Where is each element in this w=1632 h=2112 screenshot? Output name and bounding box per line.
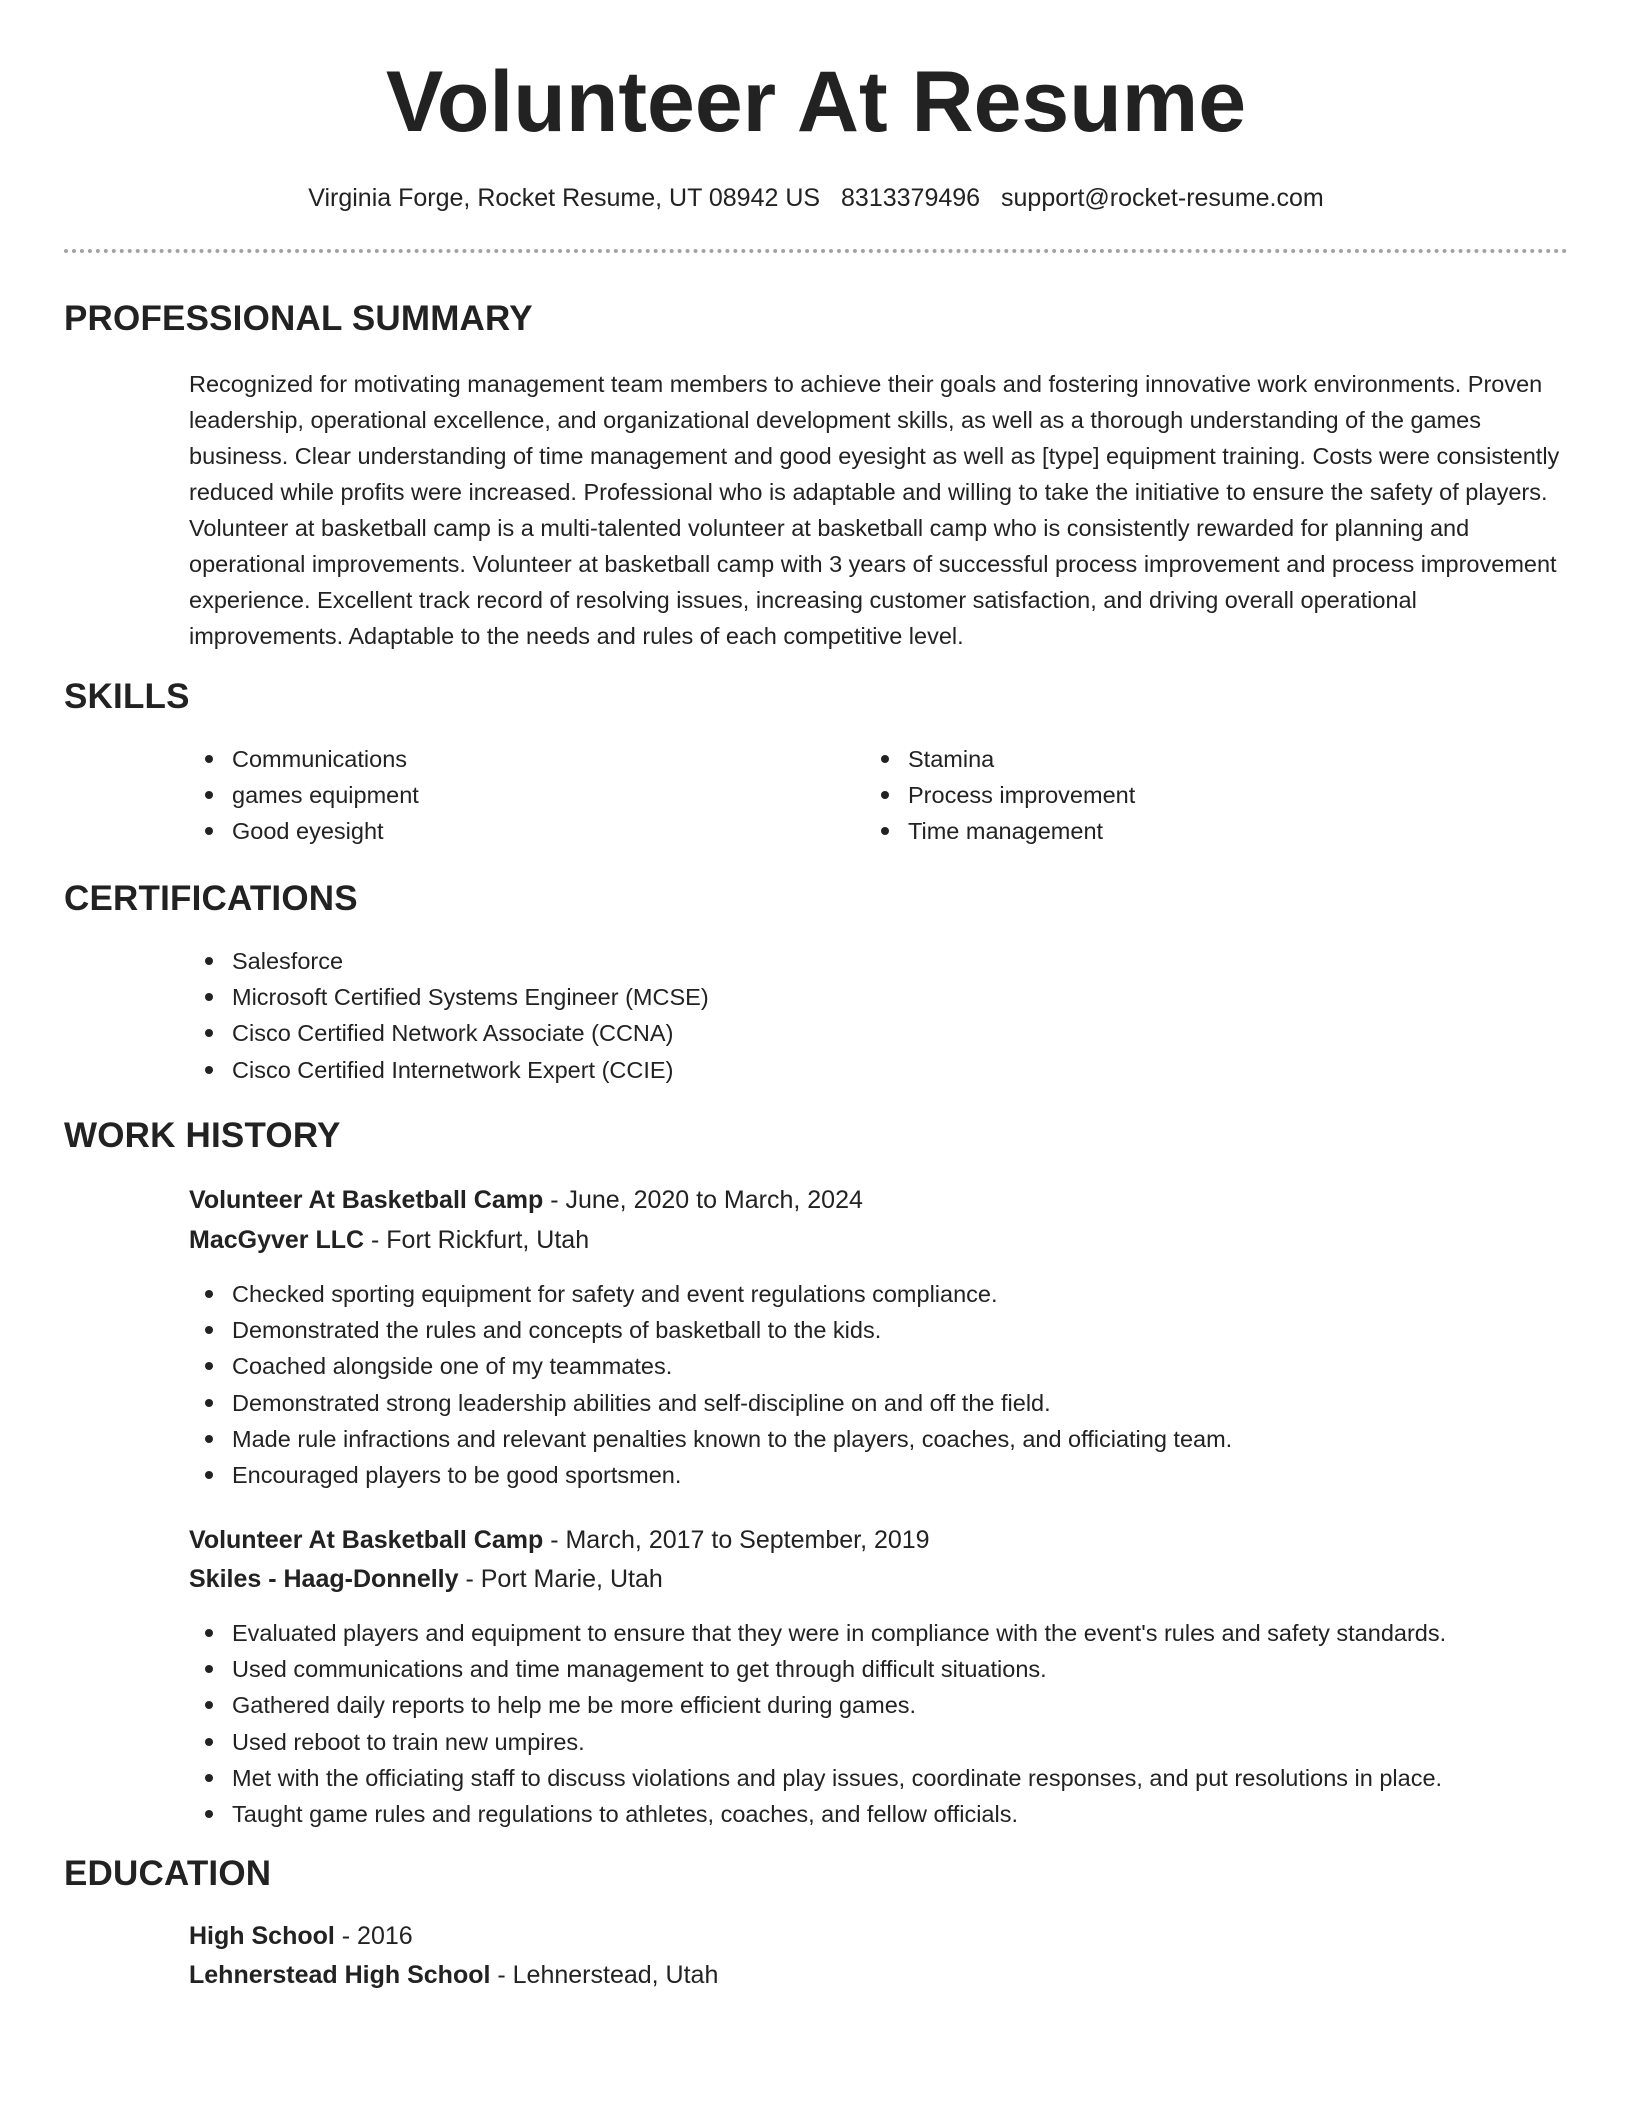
list-item: Demonstrated the rules and concepts of basketball to the kids. <box>189 1312 1232 1348</box>
list-item: Encouraged players to be good sportsmen. <box>189 1457 1232 1493</box>
job-duties-list <box>189 1615 1446 1832</box>
skills-heading: SKILLS <box>64 677 190 716</box>
contact-info <box>0 181 1632 215</box>
certifications-list <box>189 943 709 1088</box>
bullet-icon <box>205 1738 213 1746</box>
bullet-icon <box>205 1471 213 1479</box>
bullet-icon <box>881 755 889 763</box>
list-item: Gathered daily reports to help me be more efficient during games. <box>189 1687 1446 1723</box>
list-item: Salesforce <box>189 943 709 979</box>
job-title-line <box>189 1181 863 1219</box>
bullet-icon <box>205 1290 213 1298</box>
bullet-icon <box>205 791 213 799</box>
contact-phone: 8313379496 <box>841 184 981 212</box>
job-title: Volunteer At Basketball Camp <box>189 1186 544 1214</box>
job-title: Volunteer At Basketball Camp <box>189 1526 544 1554</box>
job-company: MacGyver LLC <box>189 1226 365 1254</box>
bullet-icon <box>881 827 889 835</box>
certifications-heading: CERTIFICATIONS <box>64 879 358 918</box>
bullet-icon <box>205 1326 213 1334</box>
list-item: games equipment <box>189 777 419 813</box>
job-title-line <box>189 1521 930 1559</box>
list-item: Used communications and time management to get through difficult situations. <box>189 1651 1446 1687</box>
skills-list-left <box>189 741 419 850</box>
bullet-icon <box>205 1774 213 1782</box>
education-location: - Lehnerstead, Utah <box>490 1961 719 1989</box>
job-dates: - June, 2020 to March, 2024 <box>543 1186 863 1214</box>
resume-title: Volunteer At Resume <box>385 54 1247 150</box>
list-item: Communications <box>189 741 419 777</box>
bullet-icon <box>205 1362 213 1370</box>
list-item: Checked sporting equipment for safety and event regulations compliance. <box>189 1276 1232 1312</box>
bullet-icon <box>205 1810 213 1818</box>
bullet-icon <box>205 755 213 763</box>
list-item: Taught game rules and regulations to athletes, coaches, and fellow officials. <box>189 1796 1446 1832</box>
job-company: Skiles - Haag-Donnelly <box>189 1565 459 1593</box>
list-item: Stamina <box>865 741 1135 777</box>
list-item: Made rule infractions and relevant penalties known to the players, coaches, and officiating team. <box>189 1421 1232 1457</box>
education-heading: EDUCATION <box>64 1854 272 1893</box>
list-item: Cisco Certified Network Associate (CCNA) <box>189 1015 709 1051</box>
list-item: Coached alongside one of my teammates. <box>189 1348 1232 1384</box>
job-location: - Fort Rickfurt, Utah <box>364 1226 590 1254</box>
list-item: Cisco Certified Internetwork Expert (CCIE) <box>189 1052 709 1088</box>
bullet-icon <box>205 993 213 1001</box>
job-company-line <box>189 1560 663 1598</box>
bullet-icon <box>881 791 889 799</box>
summary-text: Recognized for motivating management team members to achieve their goals and fostering innovative work environments. Proven leadership, operational excellence, and organizational development skills, as well as a thorough understanding of the games business. Clear understanding of time management and good eyesight as well as [type] equipment training. Costs were consistently reduced while profits were increased. Professional who is adaptable and willing to take the initiative to ensure the safety of players. Volunteer at basketball camp is a multi-talented volunteer at basketball camp who is consistently rewarded for planning and operational improvements. Volunteer at basketball camp with 3 years of successful process improvement and process improvement experience. Excellent track record of resolving issues, increasing customer satisfaction, and driving overall operational improvements. Adaptable to the needs and rules of each competitive level. <box>189 371 1560 649</box>
skills-list-right <box>865 741 1135 850</box>
education-year: - 2016 <box>334 1922 413 1950</box>
list-item: Used reboot to train new umpires. <box>189 1724 1446 1760</box>
bullet-icon <box>205 1435 213 1443</box>
job-company-line <box>189 1221 589 1259</box>
education-school-line <box>189 1956 718 1994</box>
bullet-icon <box>205 827 213 835</box>
list-item: Evaluated players and equipment to ensure that they were in compliance with the event's rules and safety standards. <box>189 1615 1446 1651</box>
list-item: Time management <box>865 813 1135 849</box>
bullet-icon <box>205 1629 213 1637</box>
job-duties-list <box>189 1276 1232 1493</box>
bullet-icon <box>205 1029 213 1037</box>
education-school: Lehnerstead High School <box>189 1961 491 1989</box>
bullet-icon <box>205 957 213 965</box>
bullet-icon <box>205 1399 213 1407</box>
summary-heading: PROFESSIONAL SUMMARY <box>64 299 533 338</box>
contact-email: support@rocket-resume.com <box>1001 184 1324 212</box>
list-item: Good eyesight <box>189 813 419 849</box>
contact-address: Virginia Forge, Rocket Resume, UT 08942 US <box>308 184 821 212</box>
bullet-icon <box>205 1665 213 1673</box>
list-item: Microsoft Certified Systems Engineer (MCSE) <box>189 979 709 1015</box>
job-dates: - March, 2017 to September, 2019 <box>543 1526 930 1554</box>
bullet-icon <box>205 1701 213 1709</box>
work-history-heading: WORK HISTORY <box>64 1116 341 1155</box>
bullet-icon <box>205 1066 213 1074</box>
list-item: Process improvement <box>865 777 1135 813</box>
job-location: - Port Marie, Utah <box>458 1565 663 1593</box>
education-degree-line <box>189 1917 413 1955</box>
list-item: Met with the officiating staff to discuss violations and play issues, coordinate responses, and put resolutions in place. <box>189 1760 1446 1796</box>
header-divider <box>64 249 1568 253</box>
education-degree: High School <box>189 1922 335 1950</box>
list-item: Demonstrated strong leadership abilities and self-discipline on and off the field. <box>189 1385 1232 1421</box>
